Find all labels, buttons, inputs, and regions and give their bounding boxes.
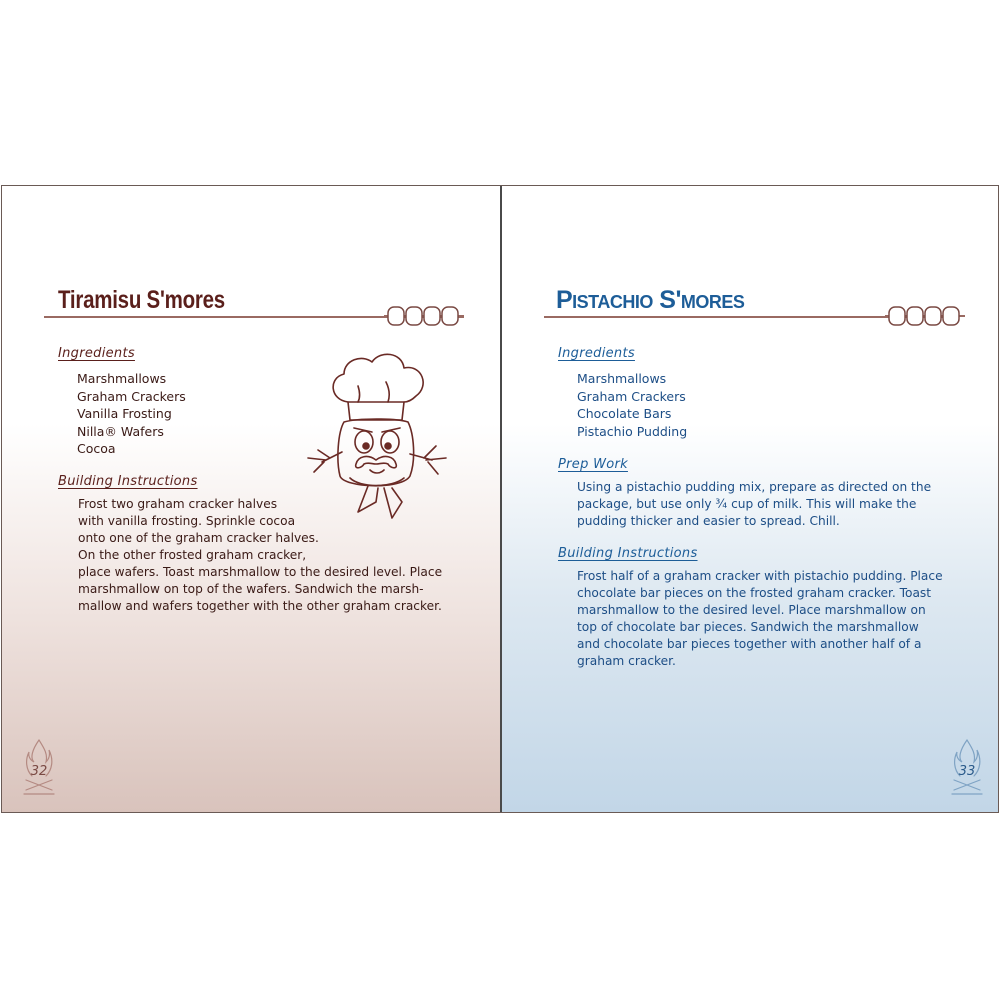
recipe-title: Tiramisu S'mores [58,286,225,314]
left-page [2,186,500,812]
ingredient-item: Chocolate Bars [577,406,672,421]
building-instructions-text: Frost two graham cracker halves with vanilla frosting. Sprinkle cocoa onto one of the graham cracker halves. On the other frosted graham cracker, place wafers. Toast marshmallow to the desired level. Place marshmallow on top of the wafers. Sandwich the marsh- mallow and wafers together with the other graham cracker. [78,497,443,613]
ingredients-heading: Ingredients [58,346,135,361]
page-number: 32 [30,764,48,779]
book-spread [1,185,999,813]
ingredient-item: Graham Crackers [577,388,686,404]
ingredient-item: Vanilla Frosting [77,406,172,421]
building-instructions-heading: Building Instructions [58,474,198,489]
chef-marshmallow-illustration [300,342,450,538]
building-instructions-text: Frost half of a graham cracker with pistachio pudding. Place chocolate bar pieces on the frosted graham cracker. Toast marshmallow to the desired level. Place marshmallow on top of chocolate bar pieces. Sandwich the marshmallow and chocolate bar pieces together with another half of a graham cracker. [577,569,943,668]
ingredients-list [77,370,186,458]
prep-work-text: Using a pistachio pudding mix, prepare as directed on the package, but use only ¾ cup of milk. This will make the pudding thicker and easier to spread. Chill. [577,480,932,528]
ingredients-list [577,370,687,440]
marshmallow-skewer-icon [384,304,464,328]
page-number-badge [22,734,56,800]
ingredient-item: Pistachio Pudding [577,423,688,439]
marshmallow-skewer-icon [885,304,965,328]
page-number: 33 [958,764,976,779]
ingredient-item: Marshmallows [577,371,667,386]
ingredients-heading: Ingredients [558,346,635,361]
page-number-badge [950,734,984,800]
building-instructions-heading: Building Instructions [558,546,698,561]
prep-work-heading: Prep Work [558,457,628,472]
ingredient-item: Marshmallows [77,371,167,386]
recipe-title: Pistachio S'mores [556,286,745,314]
ingredient-item: Nilla® Wafers [77,423,164,439]
right-page [502,186,998,812]
ingredient-item: Graham Crackers [77,388,186,404]
ingredient-item: Cocoa [77,441,116,456]
